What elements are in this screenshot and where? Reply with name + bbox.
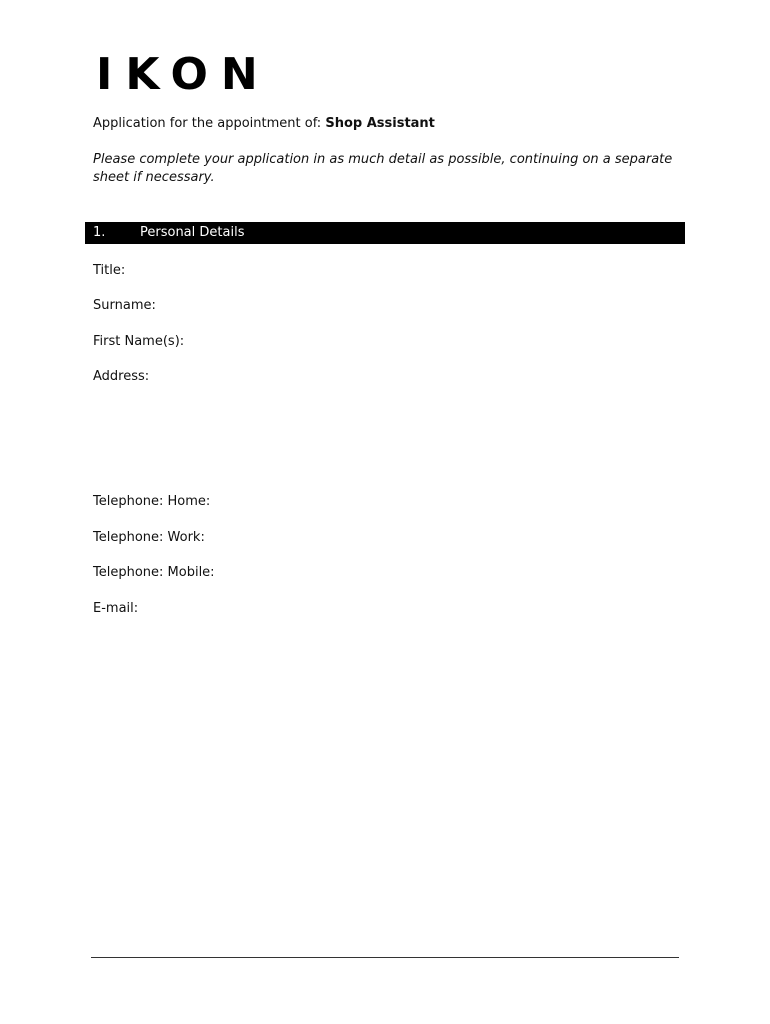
footer-divider (91, 957, 679, 958)
instructions-text: Please complete your application in as much detail as possible, continuing on a separate sheet if necessary. (93, 152, 673, 185)
surname-label: Surname: (93, 298, 156, 313)
address-label: Address: (93, 369, 150, 384)
section-number: 1. (93, 225, 106, 240)
email-label: E-mail: (93, 601, 139, 616)
telephone-home-label: Telephone: Home: (93, 494, 211, 509)
title-label: Title: (93, 263, 126, 278)
appointment-line (93, 115, 435, 133)
appointment-role: Shop Assistant (325, 116, 435, 131)
telephone-mobile-label: Telephone: Mobile: (93, 565, 215, 580)
ikon-logo: IKON (96, 49, 271, 100)
first-names-label: First Name(s): (93, 334, 185, 349)
appointment-prefix: Application for the appointment of: (93, 116, 326, 131)
section-header-personal-details (85, 222, 685, 244)
section-title: Personal Details (140, 225, 245, 240)
telephone-work-label: Telephone: Work: (93, 530, 205, 545)
